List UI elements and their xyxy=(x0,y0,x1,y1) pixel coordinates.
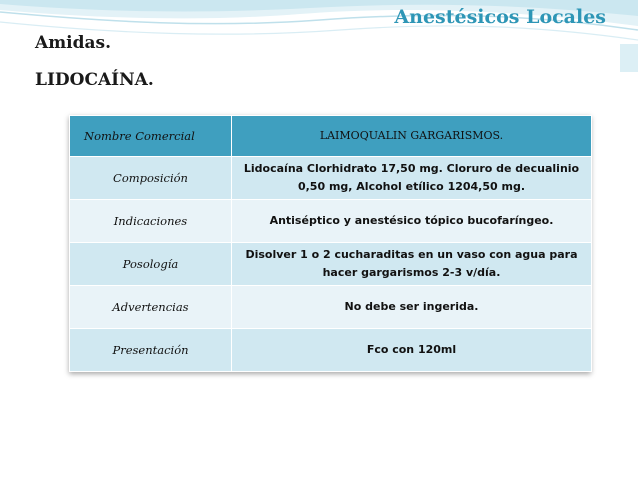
table-row-indicaciones xyxy=(70,200,592,243)
row-value-presentacion: Fco con 120ml xyxy=(232,329,592,372)
header-value-cell: LAIMOQUALIN GARGARISMOS. xyxy=(232,116,592,157)
row-value-advertencias: No debe ser ingerida. xyxy=(232,286,592,329)
table-row-posologia xyxy=(70,243,592,286)
row-label-posologia: Posología xyxy=(70,243,232,286)
table-row-advertencias xyxy=(70,286,592,329)
row-value-posologia: Disolver 1 o 2 cucharaditas en un vaso con agua para hacer gargarismos 2-3 v/día. xyxy=(232,243,592,286)
row-label-indicaciones: Indicaciones xyxy=(70,200,232,243)
subtitle-drug: LIDOCAÍNA. xyxy=(35,70,154,90)
subtitle-family: Amidas. xyxy=(35,33,112,53)
table-row-presentacion xyxy=(70,329,592,372)
header-label-cell: Nombre Comercial xyxy=(70,116,232,157)
slide-title: Anestésicos Locales xyxy=(394,6,606,28)
table-row-composicion xyxy=(70,157,592,200)
drug-info-table xyxy=(69,115,591,372)
row-value-composicion: Lidocaína Clorhidrato 17,50 mg. Cloruro de decualinio 0,50 mg, Alcohol etílico 1204,50 mg. xyxy=(232,157,592,200)
decorative-square xyxy=(620,44,638,72)
row-label-composicion: Composición xyxy=(70,157,232,200)
table-header-row xyxy=(70,116,592,157)
row-label-presentacion: Presentación xyxy=(70,329,232,372)
row-value-indicaciones: Antiséptico y anestésico tópico bucofaríngeo. xyxy=(232,200,592,243)
row-label-advertencias: Advertencias xyxy=(70,286,232,329)
